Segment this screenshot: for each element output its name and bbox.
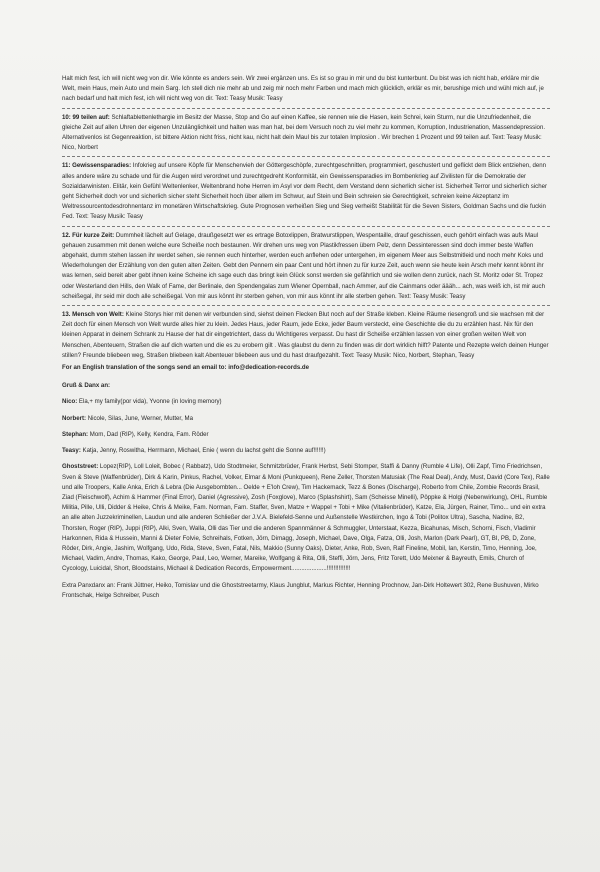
thanks-text: Katja, Jenny, Roswitha, Herrmann, Michael, Enie ( wenn du lachst geht die Sonne auf!!!!!!) bbox=[80, 447, 326, 455]
song-lyrics-10 bbox=[62, 113, 550, 154]
divider bbox=[62, 305, 550, 306]
song-title-11: 11: Gewissensparadies: bbox=[62, 162, 132, 170]
divider bbox=[62, 226, 550, 227]
song-title-13: 13. Mensch von Welt: bbox=[62, 311, 124, 319]
thanks-name: Norbert: bbox=[62, 414, 87, 422]
song-title-12: 12. Für kurze Zeit: bbox=[62, 231, 115, 239]
thanks-name: Ghoststreet: bbox=[62, 463, 99, 471]
thanks-text: Lopez(RIP), Loll Loleit, Bobec ( Rabbatz), Udo Stodtmeier, Schmitzbrüder, Frank Herbst, Sebi Stomper, Staffi & Danny (Rumble 4 Life), Olli Zapf, Timo Friedrichsen, Sven & Steve (Waffenbrüder), Dirk & Karin, Pinkus, Rachel, Volker, Elmar & Moni (Punkqueen), Rene Zeller, Thorsten Matusiak (The Real Deal), Andy, Must, David (Core Tex), Ralle und alle Troopers, Kalle Anka, Erich & Lebra (Die Ausgebombten... Oelde + E'loh Crew), Tim Hackemack, Tezz & Bones (Discharge), Roberto from Chile, Zombie Records Brasil, Ziad (Fleischwolf), Achim & Hammer (Final Error), Daniel (Agressive), Zosh (Foxglove), Marco (Splashshirt), Sam (Scheisse Minelli), Pöppke & Holgi (Nebenwirkung), OHL, Rumble Militia, Pille, Ulli, Didder & Heike, Chris & Meike, Fam. Norman, Fam. Staffer, Sven, Matze + Wappel + Tobi + Mike (Vitalienbrüder), Katze, Ela, Jürgen, Rainer, Timo... und ein extra an alle alten Juzzekriminellen, Laudun und alle anderen Schließer der J.V.A. Bielefeld-Senne und Außenstelle Westkirchen, Ingo & Tobi (Politox Ultra), Sascha, Nadine, B2, Thorsten, Roger (RIP), Juppi (RIP), Alki, Sven, Walla, Olli das Tier und die anderen Spannmänner & Schmuggler, Unterstaat, Kezza, Bicahunas, Misch, Schorni, Fisch, Vladimir Harkonnen, Rida & Hussein, Manni & Dieter Folvie, Schreihals, Fotken, Jörn, Dimagg, Joseph, Michael, Dave, Olga, Fatza, Olli, Josh, Marlon (Dark Pearl), GT, BI, PB, D, Zone, Röder, Dirk, Angie, Jashim, Wolfgang, Udo, Rida, Steve, Sven, Fatal, Nils, Makkio (Sunny Oaks), Dieter, Anke, Rob, Sven, Ralf Fineline, Mobil, Ian, Kerstin, Timo, Henning, Joe, Michael, Vadim, Andre, Thomas, Kako, George, Paul, Leo, Werner, Mareike, Wolfgang & Rita, Olli, Steffi, Jörn, Jens, Fritz Torett, Udo Meixner & Bayreuth, Emils, Church of Cycology, Luicidal, Short, Bloodstains, Michael & Dedication Records, Empowerment.....................!!!!!!!!!!!!!! bbox=[62, 463, 550, 573]
thanks-heading: Gruß & Danx an: bbox=[62, 382, 111, 390]
thanks-name: Stephan: bbox=[62, 430, 89, 438]
thanks-text: Ela,+ my family(por vida), Yvonne (in loving memory) bbox=[77, 398, 222, 406]
song-text-13: Kleine Storys hier mit denen wir verbunden sind, siehst deinen Flecken Blut noch auf der Straße kleben. Kleine Räume riesengroß und sie wachsen mit der Zeit doch für einen Mensch von Welt wurde alles hier zu klein. Jedes Haus, jeder Raum, jede Ecke, jeder Baum versteckt, eine Geschichte die du zu erzählen hast. Nix für den kleinen Apparat in deinem Schrank zu Hause der hat dir eingetrichtert, dass du Wichtigeres verpasst. Du hast dir Scheiße erzählen lassen von einer großen weiten Welt von Menschen, Abenteuern, Straßen die auf dich warten und die es zu erobern gilt . Was glaubst du denn zu finden was dir dort wirklich hilft? Patente und Rezepte welch deinen Hunger stillen? Freunde bliebeen weg, Straßen bliebeen kalt Abenteuer bliebeen aus und du hast draufgezahlt. Text: Teasy Musik: Nico, Norbert, Stephan, Teasy bbox=[62, 311, 549, 359]
song-title-10: 10: 99 teilen auf: bbox=[62, 113, 110, 121]
intro-lyrics: Halt mich fest, ich will nicht weg von dir. Wie könnte es anders sein. Wir zwei ergänzen uns. Es ist so grau in mir und du bist kunterbunt. Du bist was ich nicht hab, erkläre mir die Welt, mein Haus, mein Auto und mein Sarg. Ich stell dich nie mehr ab und zeig mir noch mehr Farben und mach mich glücklich, erklär es mir, berushige mich und wühl mich auf, je nach bedarf und halt mich fest, ich will nicht weg von dir. Text: Teasy Musik: Teasy bbox=[62, 75, 544, 103]
song-text-10: Schlaftablettenlethargie im Besitz der Masse, Stop and Go auf einen Kaffee, sie rennen wie die Hasen, kein Schrei, kein Sturm, nur die Unzufriedenheit, die gleiche Zeit auf allen Uhren der eigenen Unzulänglichkeit und halten was man hat, bei dem Versuch noch zu viel mehr zu kommen, Korruption, Industrienation, Massendepression. Alternativenlos ist Gegenreaktion, ist bittere Aktion nicht friss, nicht kau, nicht halt dein Maul bis zur totalen Implosion . Wir brechen 1 Prozent und 99 teilen auf. Text: Teasy Musik: Nico, Norbert bbox=[62, 113, 546, 152]
thanks-nico bbox=[62, 397, 550, 407]
thanks-text: Mom, Dad (RIP), Kelly, Kendra, Fam. Röder bbox=[88, 430, 209, 438]
thanks-name: Nico: bbox=[62, 398, 78, 406]
song-lyrics-12 bbox=[62, 231, 550, 302]
divider bbox=[62, 156, 550, 157]
document-body bbox=[62, 74, 550, 601]
thanks-ghoststreet bbox=[62, 462, 550, 574]
thanks-stephan bbox=[62, 430, 550, 440]
extra-thanks: Extra Panxdanx an: Frank Jüttner, Heiko, Tomislav und die Ghoststreetarmy, Klaus Jungblut, Markus Richter, Henning Prochnow, Jan-Dirk Holtewert 302, Rene Bushuven, Mirko Frontschak, Helge Schreiber, Pusch bbox=[62, 581, 539, 599]
divider bbox=[62, 108, 550, 109]
thanks-teasy bbox=[62, 446, 550, 456]
song-text-11: Infokrieg auf unsere Köpfe für Menschenvieh der Göttergeschöpfe, zurechtgeschnitten, programmiert, geschustert und geflickt dem Blick entziehen, denn alles andere wäre zu schade und für die Augen wird verordnet und zurechtgedreht Konformität, ein Gewissensparadies im Bombenkrieg auf Zivilisten für die Demokratie der Sozialdarwinisten. Elitär, kein Gefühl Weltenlenker, Weltenbrand hohe Herren im Asyl vor dem Recht, dem Verstand denn sicherlich sicher ist. Sicherheit Terror und sicherlich sicher geht Sicherheit doch vor und sicherlich sicher steht Sicherheit hoch über allem im Schwur, auf Stein und Bein schreien sie Gerechtigkeit, schreien keine Akzeptanz im Weltressourcentodesdrohnentanz im monetären Wirtschaftskrieg. Gute Prognosen verheißen Sieg und Sieg verheißt Stabilität für die Seven Sisters, Goldman Sachs und die fuckin Fed. Text: Teasy Musik: Teasy bbox=[62, 162, 548, 221]
thanks-norbert bbox=[62, 414, 550, 424]
thanks-name: Teasy: bbox=[62, 447, 81, 455]
english-translation-note: For an English translation of the songs send an email to: info@dedication-records.de bbox=[62, 364, 310, 372]
song-lyrics-11 bbox=[62, 161, 550, 222]
song-text-12: Dummheit lächelt auf Gelage, draußgesetzt wer es ertrage Botoxlippen, Bratwurstlippen, Wespentaille, drauf geschissen, euch gehört einfach was aufs Maul gehauen zusammen mit denen welche eure Scheiße noch bestaunen. Wir drehen uns weg von Plastikfressen übern Pelz, denn Dessinteressen sind doch immer beste Waffen abgehakt, dumm stehen lassen ihr werdet sehen, sie rennen euch hinterher, werden euch anflehen oder untergehen, im eigenem Meer aus Selbstmitleid und noch mehr Koks und Wiederholungen der Erzählung von den guten alten Zeiten. Gebt den Pennern ein paar Cent und hört ihnen zu für kurze Zeit, auch wenn sie heute kein Arsch mehr kennt könnt ihr was lernen, seid bereit aber gebt ihnen keine Scheine ich sage euch das bringt kein Glück sonst werden sie gefährlich und sie wollen denn zurück, nach St. Moritz oder St. Tropez oder Westerland den Hills, den Walk of Fame, der Berlinale, den Spendengalas zum Wiener Opernball, nach Ammer, auf die Cainmans oder äääh... ach, was weiß ich, ist mir auch scheißegal, ihr seid mir doch alle scheißegal. Von mir aus könnt ihr sterben gehen, von mir aus könnt ihr alle sterben gehen. Text: Teasy Musik: Teasy bbox=[62, 231, 545, 300]
thanks-text: Nicole, Silas, June, Werner, Mutter, Ma bbox=[86, 414, 193, 422]
song-lyrics-13 bbox=[62, 310, 550, 361]
